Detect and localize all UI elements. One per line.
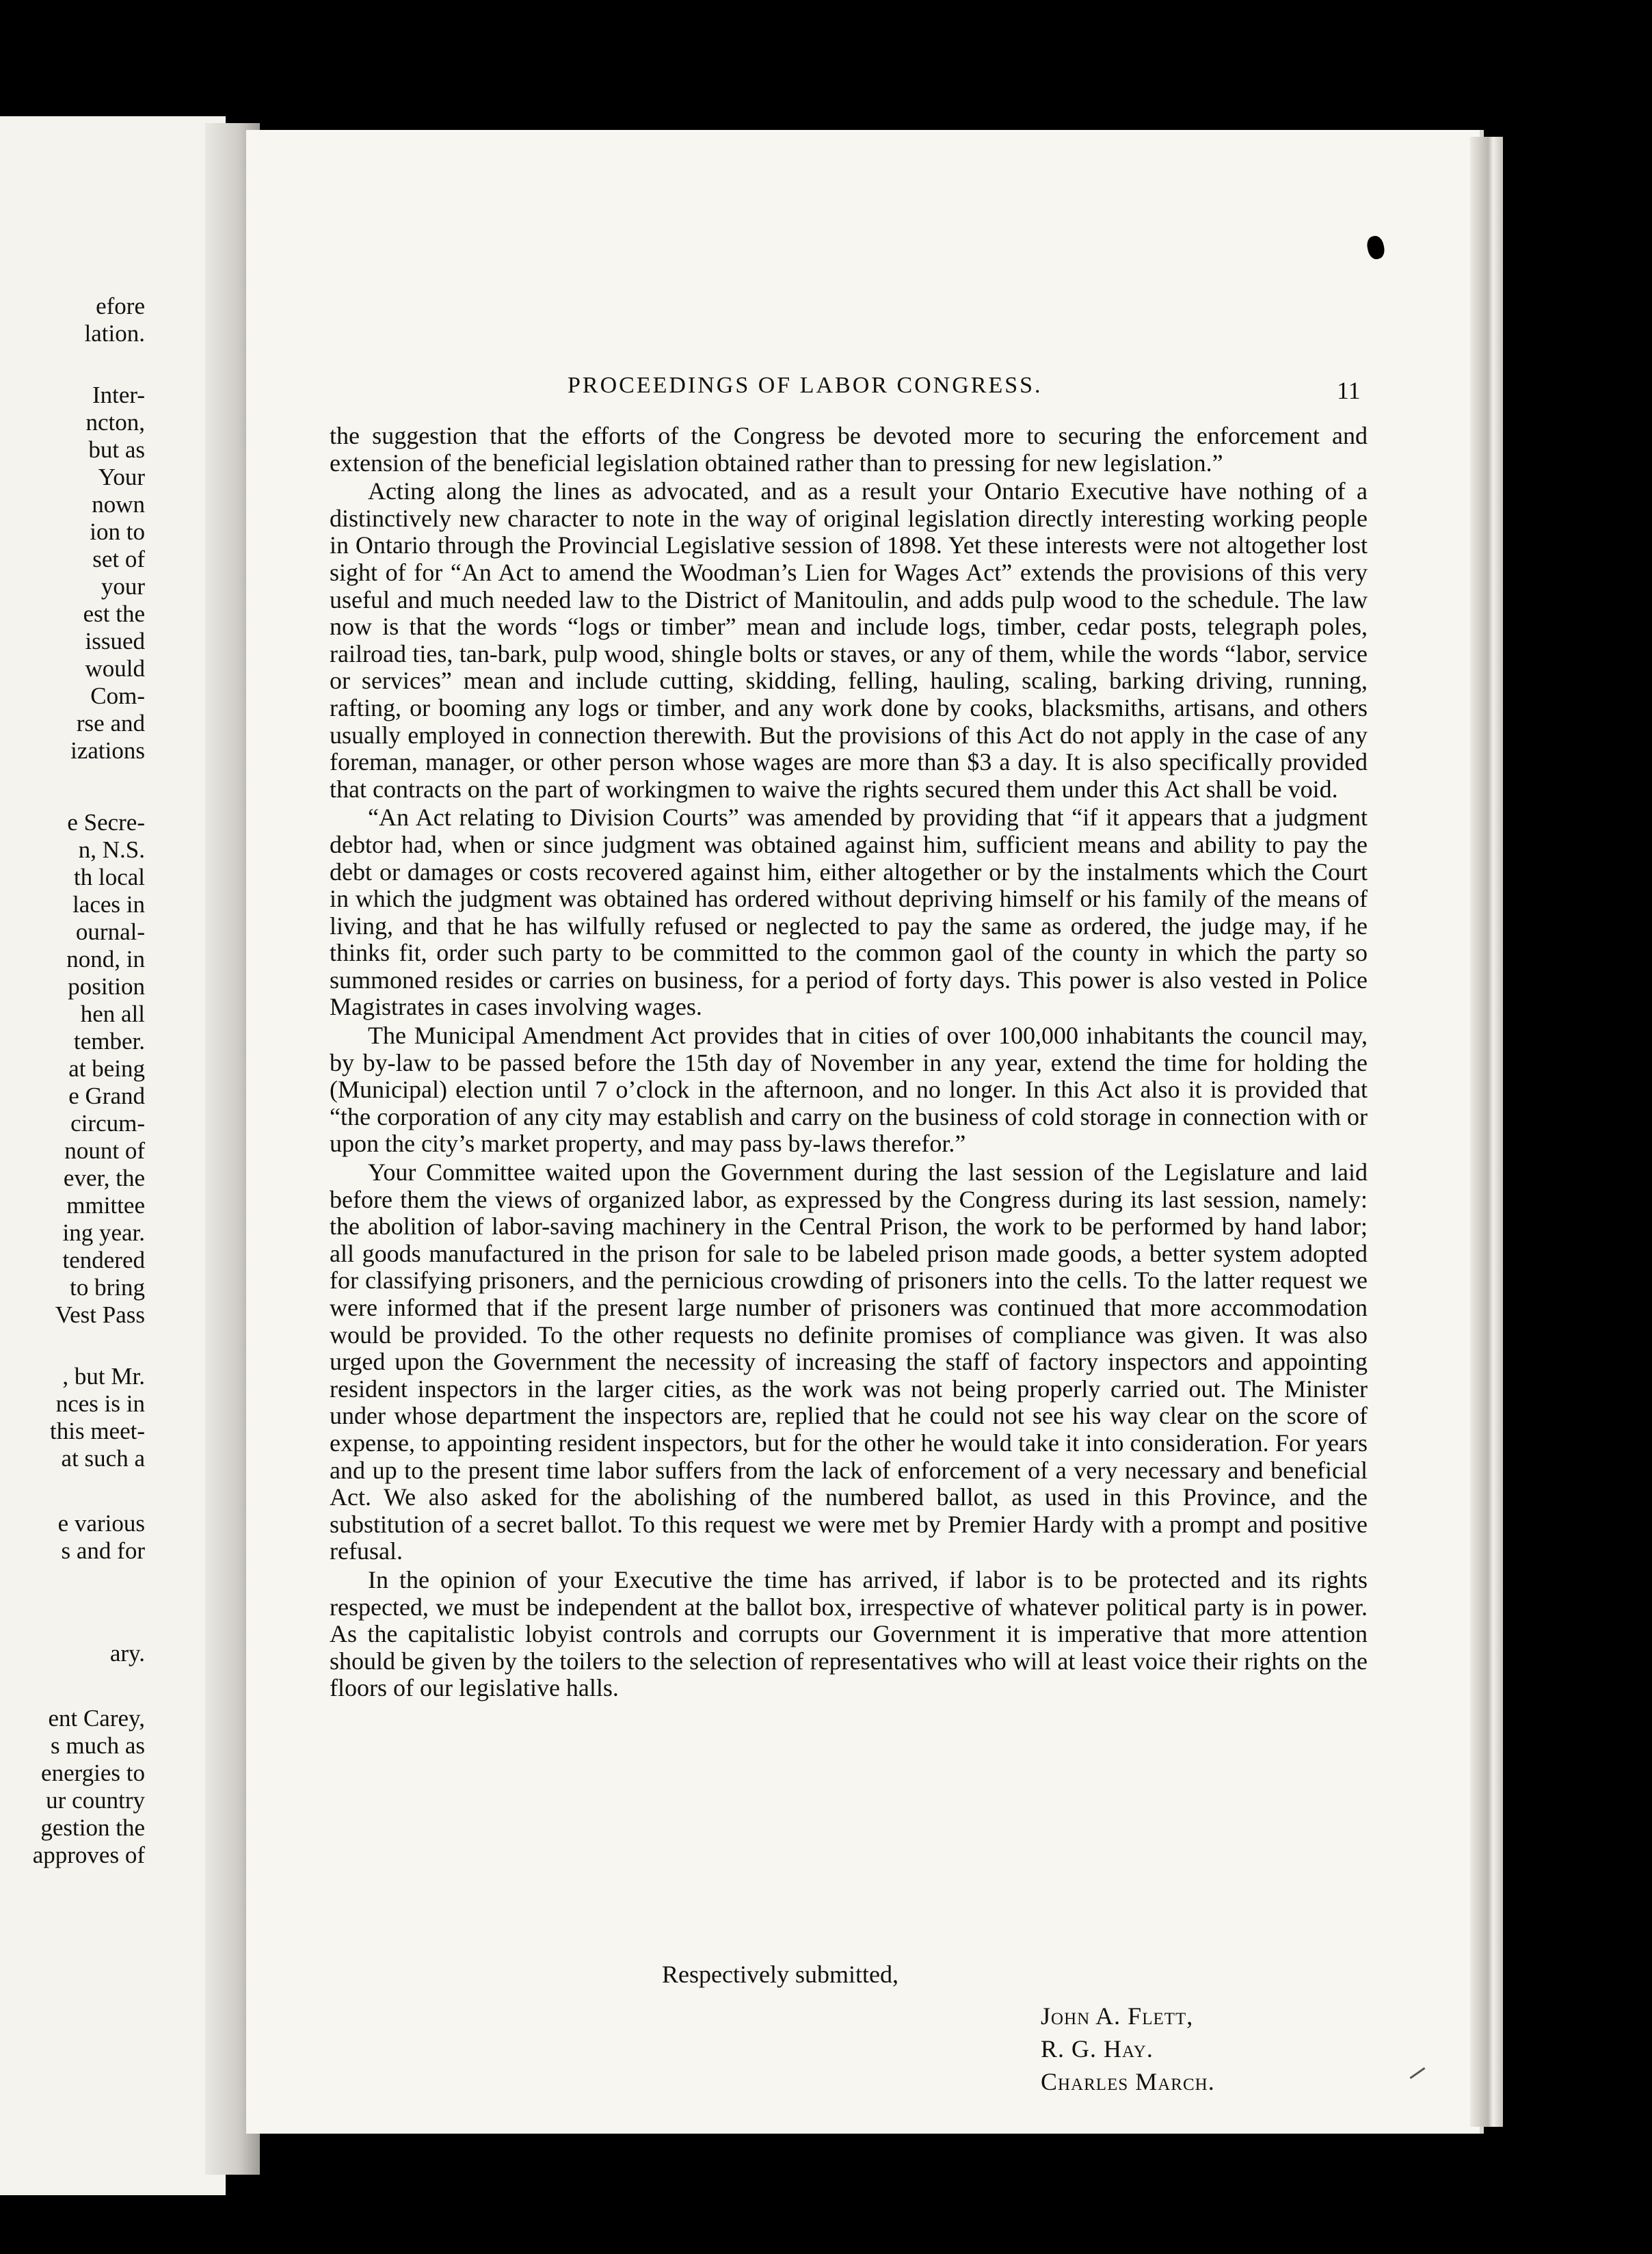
signatures	[1041, 2000, 1215, 2098]
left-page-line: nond, in	[66, 946, 145, 972]
paragraph: Your Committee waited upon the Government during the last session of the Legislature and laid before them the views of organized labor, as expressed by the Congress during its last session, namely: the abolition of labor-saving machinery in the Central Prison, the work to be performed by hand labor; all goods manufactured in the prison for sale to be labeled prison made goods, a better system adopted for classifying prisoners, and the pernicious crowding of prisoners into the cells. To the latter request we were informed that if the present large number of prisoners was continued that more accommodation would be provided. To the other requests no definite promises of compliance was given. It was also urged upon the Government the necessity of increasing the staff of factory inspectors and appointing resident inspectors in the larger cities, as the work was not being properly carried out. The Minister under whose department the inspectors are, replied that he could not see his way clear on the score of expense, to appointing resident inspectors, but for the other he would take it into consideration. For years and up to the present time labor suffers from the lack of enforcement of a very necessary and beneficial Act. We also asked for the abolishing of the numbered ballot, as used in this Province, and the substitution of a secret ballot. To this request we were met by Premier Hardy with a prompt and positive refusal.	[330, 1158, 1368, 1565]
left-page-line: nown	[92, 491, 145, 518]
left-page-line: e Secre-	[67, 809, 145, 836]
left-page-line: n, N.S.	[78, 836, 145, 863]
left-page-line: to bring	[70, 1274, 145, 1301]
left-page-line: ncton,	[85, 409, 145, 436]
left-page-line: tember.	[74, 1028, 145, 1055]
left-page-line: position	[68, 973, 145, 1000]
left-page-line: mmittee	[66, 1192, 145, 1219]
signature-name: R. G. Hay.	[1041, 2035, 1154, 2063]
left-page-line: gestion the	[40, 1814, 145, 1841]
left-page-line: lation.	[84, 320, 145, 347]
left-page-line: izations	[70, 737, 145, 764]
paragraph: “An Act relating to Division Courts” was amended by providing that “if it appears that a judgment debtor had, when or since judgment was obtained against him, sufficient means and ability to pay the debt or damages or costs recovered against him, either altogether or by the instalments which the Court in which the judgment was obtained has ordered without depriving himself or his family of the means of living, and that he has wilfully refused or neglected to pay the same as ordered, the judge may, if he thinks fit, order such party to be committed to the common gaol of the county in which the party so summoned resides or carries on business, for a period of forty days. This power is also vested in Police Magistrates in cases involving wages.	[330, 804, 1368, 1021]
page-edge	[1470, 137, 1503, 2127]
left-page-line: s and for	[61, 1537, 145, 1564]
left-page-line: Com-	[90, 682, 145, 709]
paragraph: the suggestion that the efforts of the Congress be devoted more to securing the enforcement and extension of the beneficial legislation obtained rather than to pressing for new legislation.”	[330, 422, 1368, 477]
left-page-line: ournal-	[75, 918, 145, 945]
left-page-line: at being	[68, 1055, 145, 1082]
left-page-line: rse and	[76, 710, 145, 737]
left-page-line: th local	[74, 864, 145, 890]
running-head: PROCEEDINGS OF LABOR CONGRESS.	[568, 373, 1043, 398]
left-page-line: would	[85, 655, 145, 682]
left-page-line: ent Carey,	[48, 1705, 145, 1732]
left-page-line: e various	[57, 1510, 145, 1537]
left-page-line: at such a	[61, 1445, 145, 1472]
paragraph: Acting along the lines as advocated, and as a result your Ontario Executive have nothing of a distinctively new character to note in the way of original legislation directly interesting working people in Ontario through the Provincial Legislative session of 1898. Yet these interests were not altogether lost sight of for “An Act to amend the Woodman’s Lien for Wages Act” extends the provisions of this very useful and much needed law to the District of Manitoulin, and adds pulp wood to the schedule. The law now is that the words “logs or timber” mean and include logs, timber, cedar posts, telegraph poles, railroad ties, tan-bark, pulp wood, shingle bolts or staves, or any of them, while the words “labor, service or services” mean and include cutting, skidding, felling, hauling, scaling, barking driving, running, rafting, or booming any logs or timber, and any work done by cooks, blacksmiths, artisans, and others usually employed in connection therewith. But the provisions of this Act do not apply in the case of any foreman, manager, or other person whose wages are more than $3 a day. It is also specifically provided that contracts on the part of workingmen to waive the rights secured them under this Act shall be void.	[330, 477, 1368, 803]
left-page-line: ever, the	[63, 1165, 145, 1191]
left-page-line: circum-	[70, 1110, 145, 1137]
left-page-line: tendered	[62, 1247, 145, 1273]
left-page-line: est the	[83, 600, 145, 627]
paragraph: In the opinion of your Executive the time has arrived, if labor is to be protected and its rights respected, we must be independent at the ballot box, irrespective of whatever political party is in power. As the capitalistic lobyist controls and corrupts our Government it is imperative that more attention should be given by the toilers to the selection of representatives who will at least voice their rights on the floors of our legislative halls.	[330, 1565, 1368, 1702]
left-page-line: , but Mr.	[62, 1363, 145, 1390]
left-page-line: your	[101, 573, 145, 600]
body-text	[330, 423, 1368, 1702]
page-number: 11	[1337, 377, 1361, 404]
signature-name: Charles March.	[1041, 2068, 1215, 2095]
left-page-line: Inter-	[92, 382, 145, 408]
closing-line: Respectively submitted,	[662, 1961, 898, 1988]
left-page-line: issued	[85, 628, 145, 654]
left-page-line: e Grand	[68, 1083, 145, 1109]
left-page-line: but as	[88, 436, 145, 463]
left-page-line: Your	[98, 464, 145, 490]
left-page-line: set of	[92, 546, 145, 572]
left-page-line: approves of	[32, 1842, 145, 1868]
signature-name: John A. Flett,	[1041, 2002, 1194, 2030]
left-page-line: Vest Pass	[55, 1301, 145, 1328]
left-page-line: ur country	[46, 1787, 145, 1814]
left-page-line: hen all	[80, 1000, 145, 1027]
left-page-line: laces in	[72, 891, 145, 918]
left-page-line: s much as	[50, 1732, 145, 1759]
left-page-line: ion to	[90, 518, 145, 545]
left-page-line: ing year.	[62, 1219, 145, 1246]
left-page-line: energies to	[41, 1760, 145, 1786]
left-page-line: nount of	[64, 1137, 145, 1164]
paragraph: The Municipal Amendment Act provides that in cities of over 100,000 inhabitants the council may, by by-law to be passed before the 15th day of November in any year, extend the time for holding the (Municipal) election until 7 o’clock in the afternoon, and no longer. In this Act also it is provided that “the corporation of any city may establish and carry on the business of cold storage in connection with or upon the city’s market property, and may pass by-laws therefor.”	[330, 1022, 1368, 1158]
left-page-line: ary.	[109, 1640, 145, 1667]
left-page-line: this meet-	[50, 1418, 145, 1444]
left-page-line: nces is in	[55, 1390, 145, 1417]
left-page-fragment	[0, 116, 226, 2195]
left-page-line: efore	[96, 293, 145, 319]
